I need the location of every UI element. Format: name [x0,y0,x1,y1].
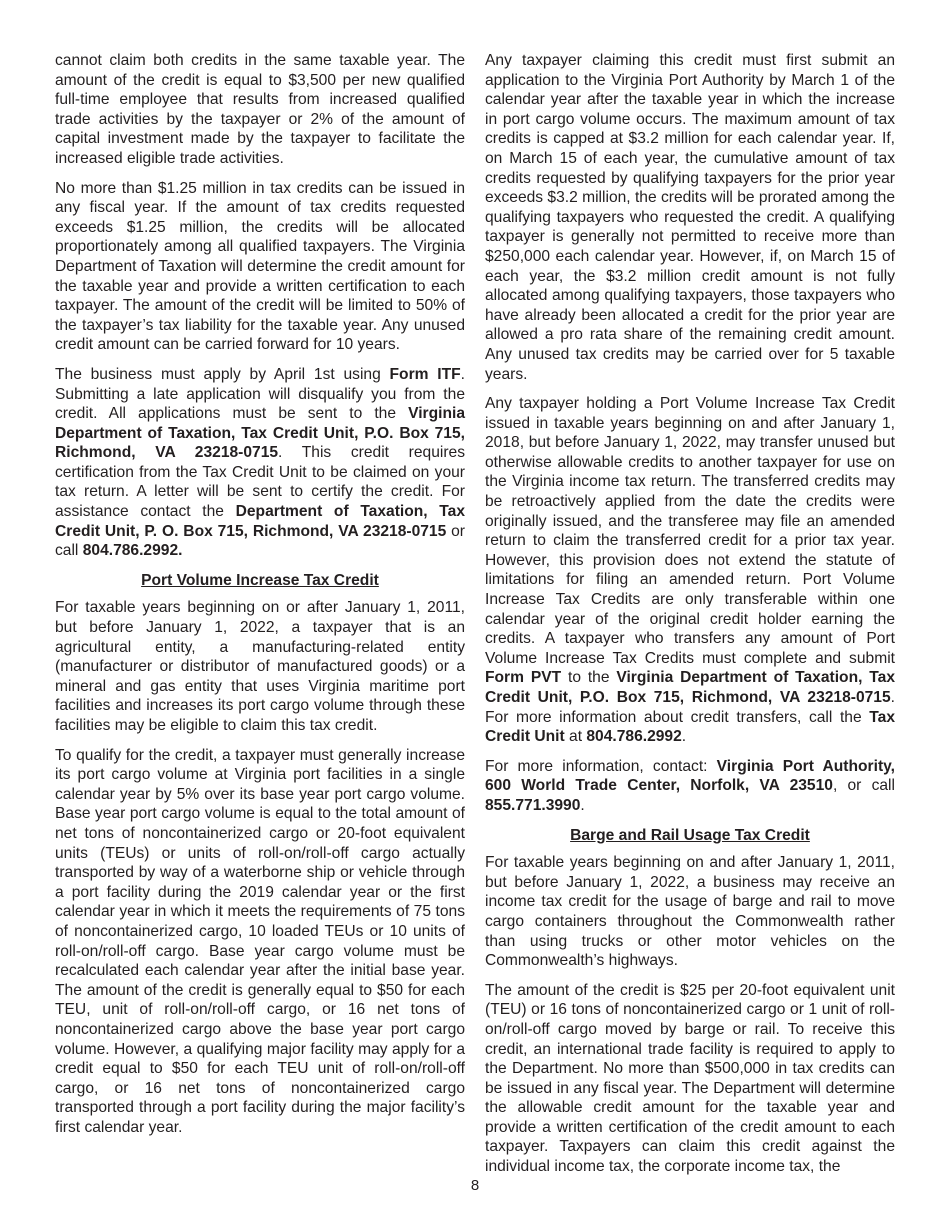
port-phone-number: 855.771.3990 [485,796,581,814]
tax-credit-unit-label: Tax Credit Unit [485,708,895,746]
text: at [564,728,587,746]
text: . This credit requires certification from the Tax Credit Unit to be claimed on your tax return. A letter will be sent to certify the credit. For assistance contact the [55,444,465,521]
text: , or call [832,777,895,795]
paragraph-port-eligibility: For taxable years beginning on or after January 1, 2011, but before January 1, 2022, a taxpayer that is an agricultural entity, a manufacturing-related entity (manufacturer or distributor of manufactured goods) or a mineral and gas entity that uses Virginia maritime port facilities and increases its port cargo volume through these facilities may be eligible to claim this tax credit. [55,599,465,734]
text: Any taxpayer holding a Port Volume Increase Tax Credit issued in taxable years beginning on and after January 1, 2018, but before January 1, 2022, may transfer unused but otherwise allowable credits to another taxpayer for use on the Virginia income tax return. The transferred credits may be retroactively applied from the date the credits were originally issued, and the transferee may file an amended return to claim the transferred credit for a prior tax year. However, this provision does not extend the statute of limitations for filing an amended return. Port Volume Increase Tax Credits are only transferable within one calendar year of the original credit holder earning the credits. A taxpayer who transfers any amount of Port Volume Increase Tax Credits must complete and submit [485,395,895,667]
section-heading-barge-rail: Barge and Rail Usage Tax Credit [570,826,810,844]
port-authority-address: Virginia Port Authority, 600 World Trade Center, Norfolk, VA 23510 [485,757,895,795]
text: For more information, contact: [485,757,717,775]
phone-number: 804.786.2992. [82,542,183,560]
paragraph-credit-amount: cannot claim both credits in the same taxable year. The amount of the credit is equal to $3,500 per new qualified full-time employee that results from increased qualified trade activities by the taxpayer or 2% of the amount of capital investment made by the taxpayer to facilitate the increased eligible trade activities. [55,52,465,167]
paragraph-application [55,365,465,561]
left-column [55,51,465,1147]
form-pvt-label: Form PVT [485,669,562,687]
assistance-address: Department of Taxation, Tax Credit Unit, P. O. Box 715, Richmond, VA 23218-0715 [55,503,465,540]
paragraph-barge-eligibility: For taxable years beginning on and after January 1, 2011, but before January 1, 2022, a business may receive an income tax credit for the usage of barge and rail to move cargo containers throughout the Commonwealth rather than using trucks or other motor vehicles on the Commonwealth’s highways. [485,854,895,970]
paragraph-credit-limit: No more than $1.25 million in tax credits can be issued in any fiscal year. If the amount of tax credits requested exceeds $1.25 million, the credits will be allocated proportionately among all qualified taxpayers. The Virginia Department of Taxation will determine the credit amount for the taxable year and provide a written certification to each taxpayer. The amount of the credit will be limited to 50% of the taxpayer’s tax liability for the taxable year. Any unused credit amount can be carried forward for 10 years. [55,179,465,354]
text: . Submitting a late application will disqualify you from the credit. All applications must be sent to the [55,365,466,423]
form-itf-label: Form ITF [389,365,461,383]
text: . For more information about credit transfers, call the [485,689,895,726]
paragraph-port-transfer [485,394,895,747]
tax-credit-unit-address: Virginia Department of Taxation, Tax Credit Unit, P.O. Box 715, Richmond, VA 23218-0715 [55,405,465,462]
paragraph-port-contact [485,757,895,816]
page-number: 8 [470,1177,480,1194]
tax-credit-unit-address: Virginia Department of Taxation, Tax Credit Unit, P.O. Box 715, Richmond, VA 23218-0715 [485,669,895,706]
text: The business must apply by April 1st using [55,365,390,383]
right-column [485,51,895,1187]
text: to the [561,669,617,687]
section-heading-port-volume: Port Volume Increase Tax Credit [141,571,379,589]
paragraph-port-application: Any taxpayer claiming this credit must first submit an application to the Virginia Port Authority by March 1 of the calendar year after the taxable year in which the increase in port cargo volume occurs. The maximum amount of tax credits is capped at $3.2 million for each calendar year. If, on March 15 of each year, the cumulative amount of tax credits requested by qualifying taxpayers for the prior year exceeds $3.2 million, the credits will be prorated among the qualifying taxpayers who requested the credit. A qualifying taxpayer is generally not permitted to receive more than $250,000 each calendar year. However, if, on March 15 of each year, the $3.2 million credit amount is not fully allocated among qualifying taxpayers, those taxpayers who have already been allocated a credit for the prior year are allowed a pro rata share of the remaining credit amount. Any unused tax credits may be carried over for 5 taxable years. [485,52,895,383]
paragraph-port-qualify: To qualify for the credit, a taxpayer must generally increase its port cargo volume at Virginia port facilities in a single calendar year by 5% over its base year port cargo volume. Base year port cargo volume is equal to the total amount of net tons of noncontainerized cargo or 20-foot equivalent units (TEUs) or units of roll-on/roll-off cargo actually transported by way of a waterborne ship or vehicle through a port facility during the 2019 calendar year or the first calendar year in which it meets the requirements of 75 tons of noncontainerized cargo, 10 loaded TEUs or 10 units of roll-on/roll-off cargo. Base year cargo volume must be recalculated each calendar year after the initial base year. The amount of the credit is generally equal to $50 for each TEU, unit of roll-on/roll-off cargo, or 16 net tons of noncontainerized cargo above the base year port cargo volume. However, a qualifying major facility may apply for a credit equal to $50 for each TEU unit of roll-on/roll-off cargo, or 16 net tons of noncontainerized cargo transported through a port facility during the major facility’s first calendar year. [55,746,465,1136]
paragraph-barge-amount: The amount of the credit is $25 per 20-foot equivalent unit (TEU) or 16 tons of noncontainerized cargo or 1 unit of roll-on/roll-off cargo moved by barge or rail. To receive this credit, an international trade facility is required to apply to the Department. No more than $500,000 in tax credits can be issued in any fiscal year. The Department will determine the allowable credit amount for the taxable year and provide a written certification of the credit amount to each taxpayer. Taxpayers can claim this credit against the individual income tax, the corporate income tax, the [485,981,895,1176]
text: or call [55,522,466,560]
phone-number: 804.786.2992 [586,728,682,746]
text: . [580,796,585,814]
text: . [681,728,687,746]
